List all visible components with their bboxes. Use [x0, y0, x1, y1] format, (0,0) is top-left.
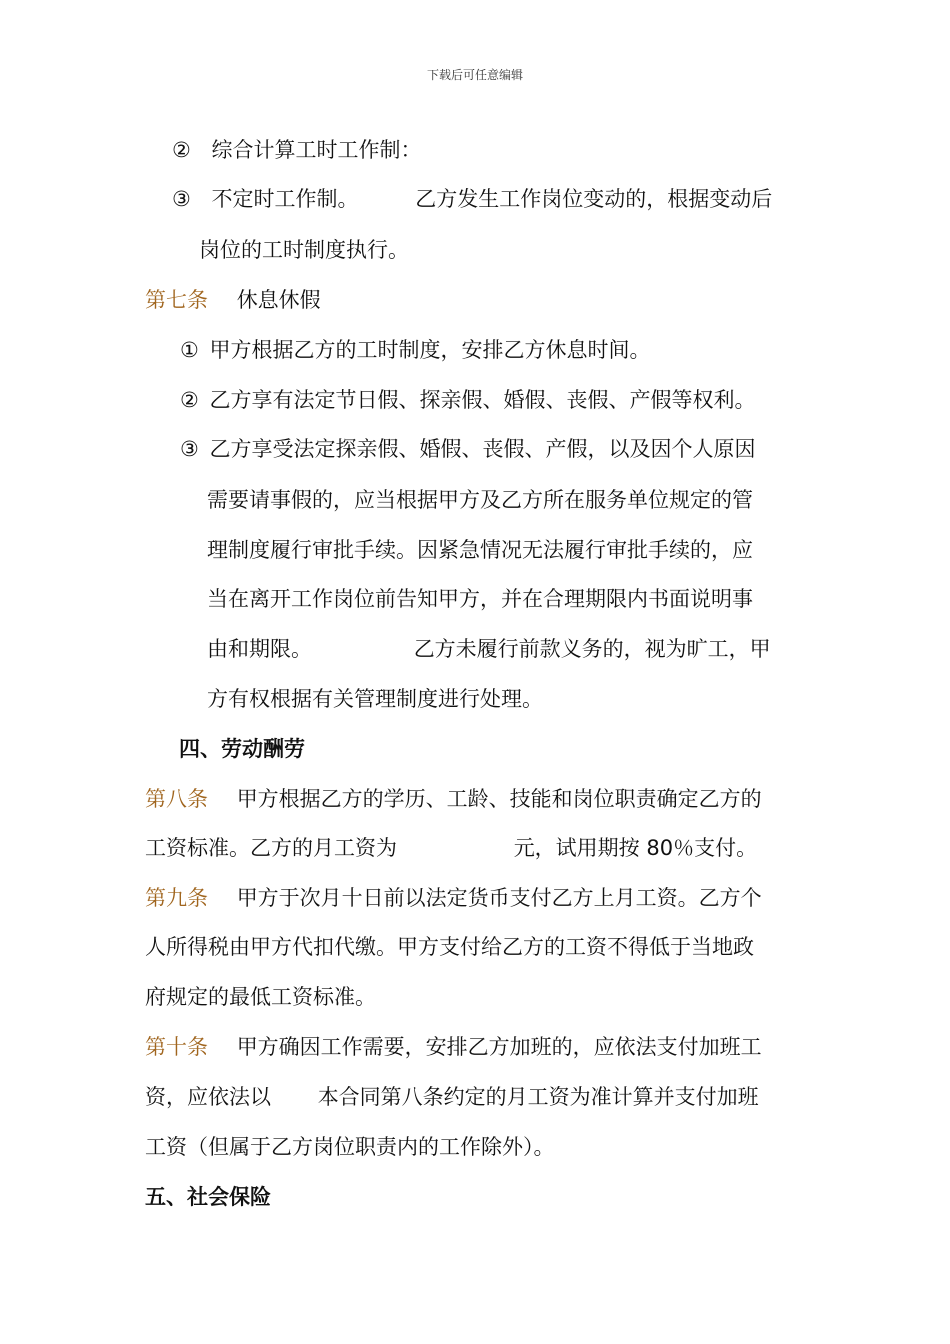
article-line — [145, 883, 762, 913]
paragraph-line — [207, 634, 771, 664]
list-text: 乙方享有法定节日假、探亲假、婚假、丧假、产假等权利。 — [209, 388, 756, 412]
paragraph-line: 府规定的最低工资标准。 — [145, 985, 376, 1009]
list-marker: ① — [180, 338, 199, 362]
article-text: 甲方确因工作需要，安排乙方加班的，应依法支付加班工 — [236, 1035, 762, 1059]
list-text: 不定时工作制。 — [211, 187, 359, 211]
article-text: 甲方根据乙方的学历、工龄、技能和岗位职责确定乙方的 — [236, 787, 762, 811]
paragraph-line: 工资（但属于乙方岗位职责内的工作除外）。 — [145, 1135, 555, 1159]
paragraph-text-continued: 本合同第八条约定的月工资为准计算并支付加班 — [317, 1085, 759, 1109]
list-item — [180, 335, 651, 365]
list-marker: ③ — [172, 187, 191, 211]
paragraph-text: 资，应依法以 — [145, 1085, 271, 1109]
list-item — [180, 385, 756, 415]
list-text: 综合计算工时工作制： — [211, 138, 422, 162]
paragraph-text: 工资标准。乙方的月工资为 — [145, 836, 397, 860]
list-item — [180, 434, 756, 464]
paragraph-line — [145, 1082, 759, 1112]
list-item — [172, 135, 422, 165]
article-number: 第八条 — [145, 787, 208, 811]
list-marker: ② — [180, 388, 199, 412]
paragraph-line: 理制度履行审批手续。因紧急情况无法履行审批手续的，应 — [207, 538, 753, 562]
list-text: 乙方享受法定探亲假、婚假、丧假、产假，以及因个人原因 — [209, 437, 756, 461]
list-text: 甲方根据乙方的工时制度，安排乙方休息时间。 — [209, 338, 651, 362]
paragraph-text-continued: 元，试用期按 80％支付。 — [513, 836, 758, 860]
list-marker: ③ — [180, 437, 199, 461]
list-item — [172, 184, 772, 214]
paragraph-line: 岗位的工时制度执行。 — [199, 238, 409, 262]
section-heading: 五、社会保险 — [145, 1185, 271, 1209]
paragraph-text: 由和期限。 — [207, 637, 312, 661]
paragraph-text-continued: 乙方未履行前款义务的，视为旷工，甲 — [413, 637, 771, 661]
article-line — [145, 1032, 762, 1062]
article-number: 第七条 — [145, 288, 208, 312]
article-text: 甲方于次月十日前以法定货币支付乙方上月工资。乙方个 — [236, 886, 762, 910]
paragraph-line: 当在离开工作岗位前告知甲方，并在合理期限内书面说明事 — [207, 587, 753, 611]
article-number: 第十条 — [145, 1035, 208, 1059]
article-line — [145, 784, 762, 814]
paragraph-line — [145, 833, 757, 863]
list-text-continued: 乙方发生工作岗位变动的，根据变动后 — [415, 187, 773, 211]
paragraph-line: 需要请事假的，应当根据甲方及乙方所在服务单位规定的管 — [207, 488, 753, 512]
article-heading — [145, 285, 321, 315]
article-number: 第九条 — [145, 886, 208, 910]
list-marker: ② — [172, 138, 191, 162]
section-heading: 四、劳动酬劳 — [179, 737, 305, 761]
paragraph-line: 人所得税由甲方代扣代缴。甲方支付给乙方的工资不得低于当地政 — [145, 935, 754, 959]
page-header: 下载后可任意编辑 — [426, 68, 523, 82]
paragraph-line: 方有权根据有关管理制度进行处理。 — [207, 687, 543, 711]
article-title: 休息休假 — [236, 288, 321, 312]
